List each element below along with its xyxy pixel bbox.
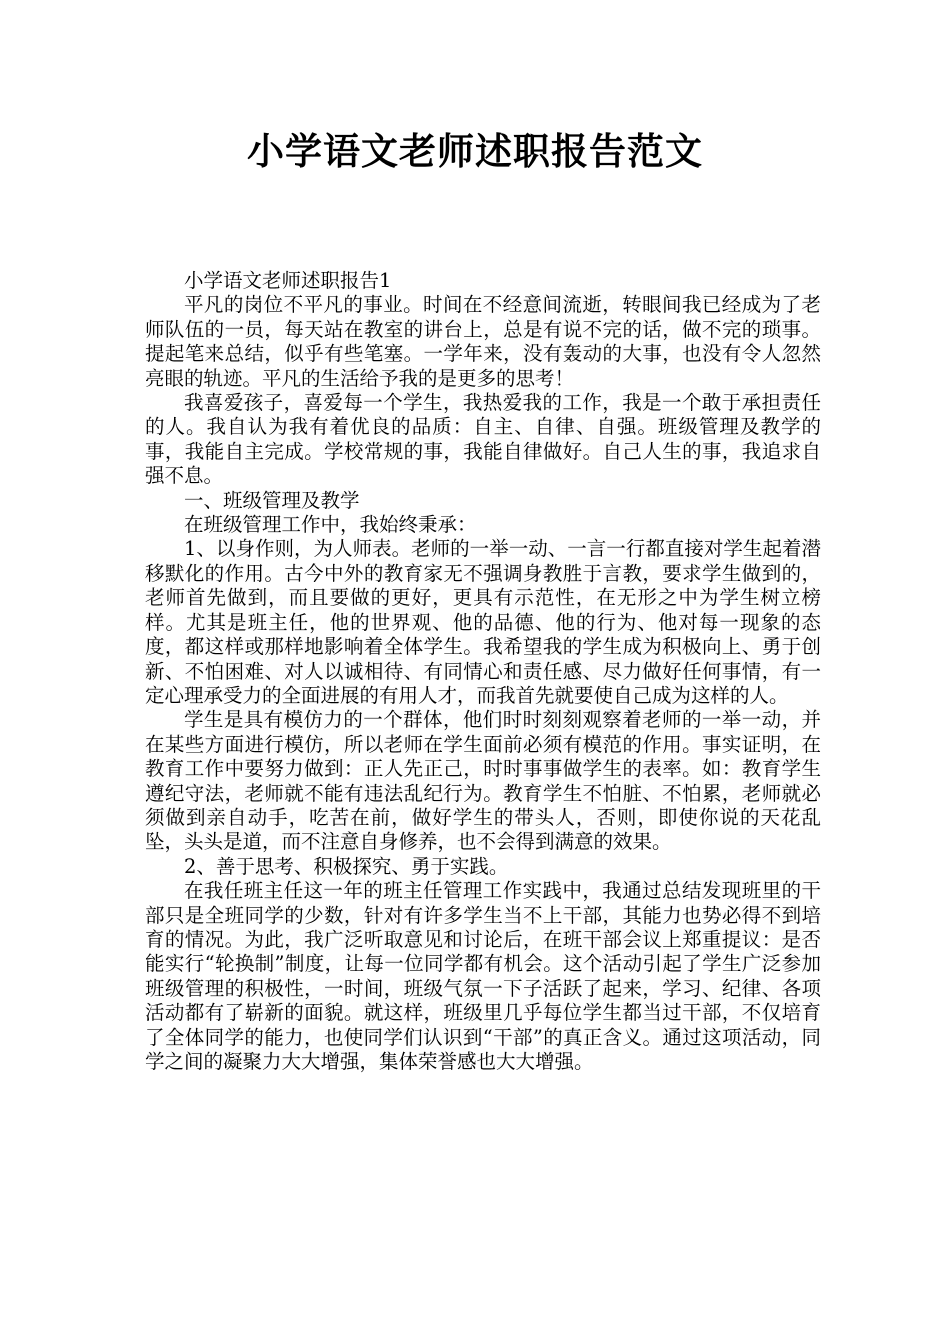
section-heading: 2、善于思考、积极探究、勇于实践。 [184,854,509,878]
paragraph: 在我任班主任这一年的班主任管理工作实践中，我通过总结发现班里的干部只是全班同学的少数，针对有许多学生当不上干部，其能力也势必得不到培育的情况。为此，我广泛听取意见和讨论后，在班干部会议上郑重提议：是否能实行“轮换制”制度，让每一位同学都有机会。这个活动引起了学生广泛参加班级管理的积极性，一时间，班级气氛一下子活跃了起来，学习、纪律、各项活动都有了崭新的面貌。就这样，班级里几乎每位学生都当过干部，不仅培育了全体同学的能力，也使同学们认识到“干部”的真正含义。通过这项活动，同学之间的凝聚力大大增强，集体荣誉感也大大增强。 [145,879,821,1073]
section-heading: 小学语文老师述职报告1 [184,269,392,292]
paragraph: 我喜爱孩子，喜爱每一个学生，我热爱我的工作，我是一个敢于承担责任的人。我自认为我有着优良的品质：自主、自律、自强。班级管理及教学的事，我能自主完成。学校常规的事，我能自律做好。自己人生的事，我追求自强不息。 [145,391,821,488]
document-title: 小学语文老师述职报告范文 [247,130,703,173]
paragraph: 1、以身作则，为人师表。老师的一举一动、一言一行都直接对学生起着潜移默化的作用。古今中外的教育家无不强调身教胜于言教，要求学生做到的，老师首先做到，而且要做的更好，更具有示范性，在无形之中为学生树立榜样。尤其是班主任，他的世界观、他的品德、他的行为、他对每一现象的态度，都这样或那样地影响着全体学生。我希望我的学生成为积极向上、勇于创新、不怕困难、对人以诚相待、有同情心和责任感、尽力做好任何事情，有一定心理承受力的全面进展的有用人才，而我首先就要使自己成为这样的人。 [145,537,821,707]
paragraph: 平凡的岗位不平凡的事业。时间在不经意间流逝，转眼间我已经成为了老师队伍的一员，每天站在教室的讲台上，总是有说不完的话，做不完的琐事。提起笔来总结，似乎有些笔塞。一学年来，没有轰动的大事，也没有令人忽然亮眼的轨迹。平凡的生活给予我的是更多的思考！ [145,293,821,390]
section-heading: 一、班级管理及教学 [184,488,360,512]
paragraph: 学生是具有模仿力的一个群体，他们时时刻刻观察着老师的一举一动，并在某些方面进行模仿，所以老师在学生面前必须有模范的作用。事实证明，在教育工作中要努力做到：正人先正己，时时事事做学生的表率。如：教育学生遵纪守法，老师就不能有违法乱纪行为。教育学生不怕脏、不怕累，老师就必须做到亲自动手，吃苦在前，做好学生的带头人，否则，即使你说的天花乱坠，头头是道，而不注意自身修养，也不会得到满意的效果。 [145,708,821,854]
paragraph: 在班级管理工作中，我始终秉承： [184,513,477,537]
document-body [145,269,821,1074]
